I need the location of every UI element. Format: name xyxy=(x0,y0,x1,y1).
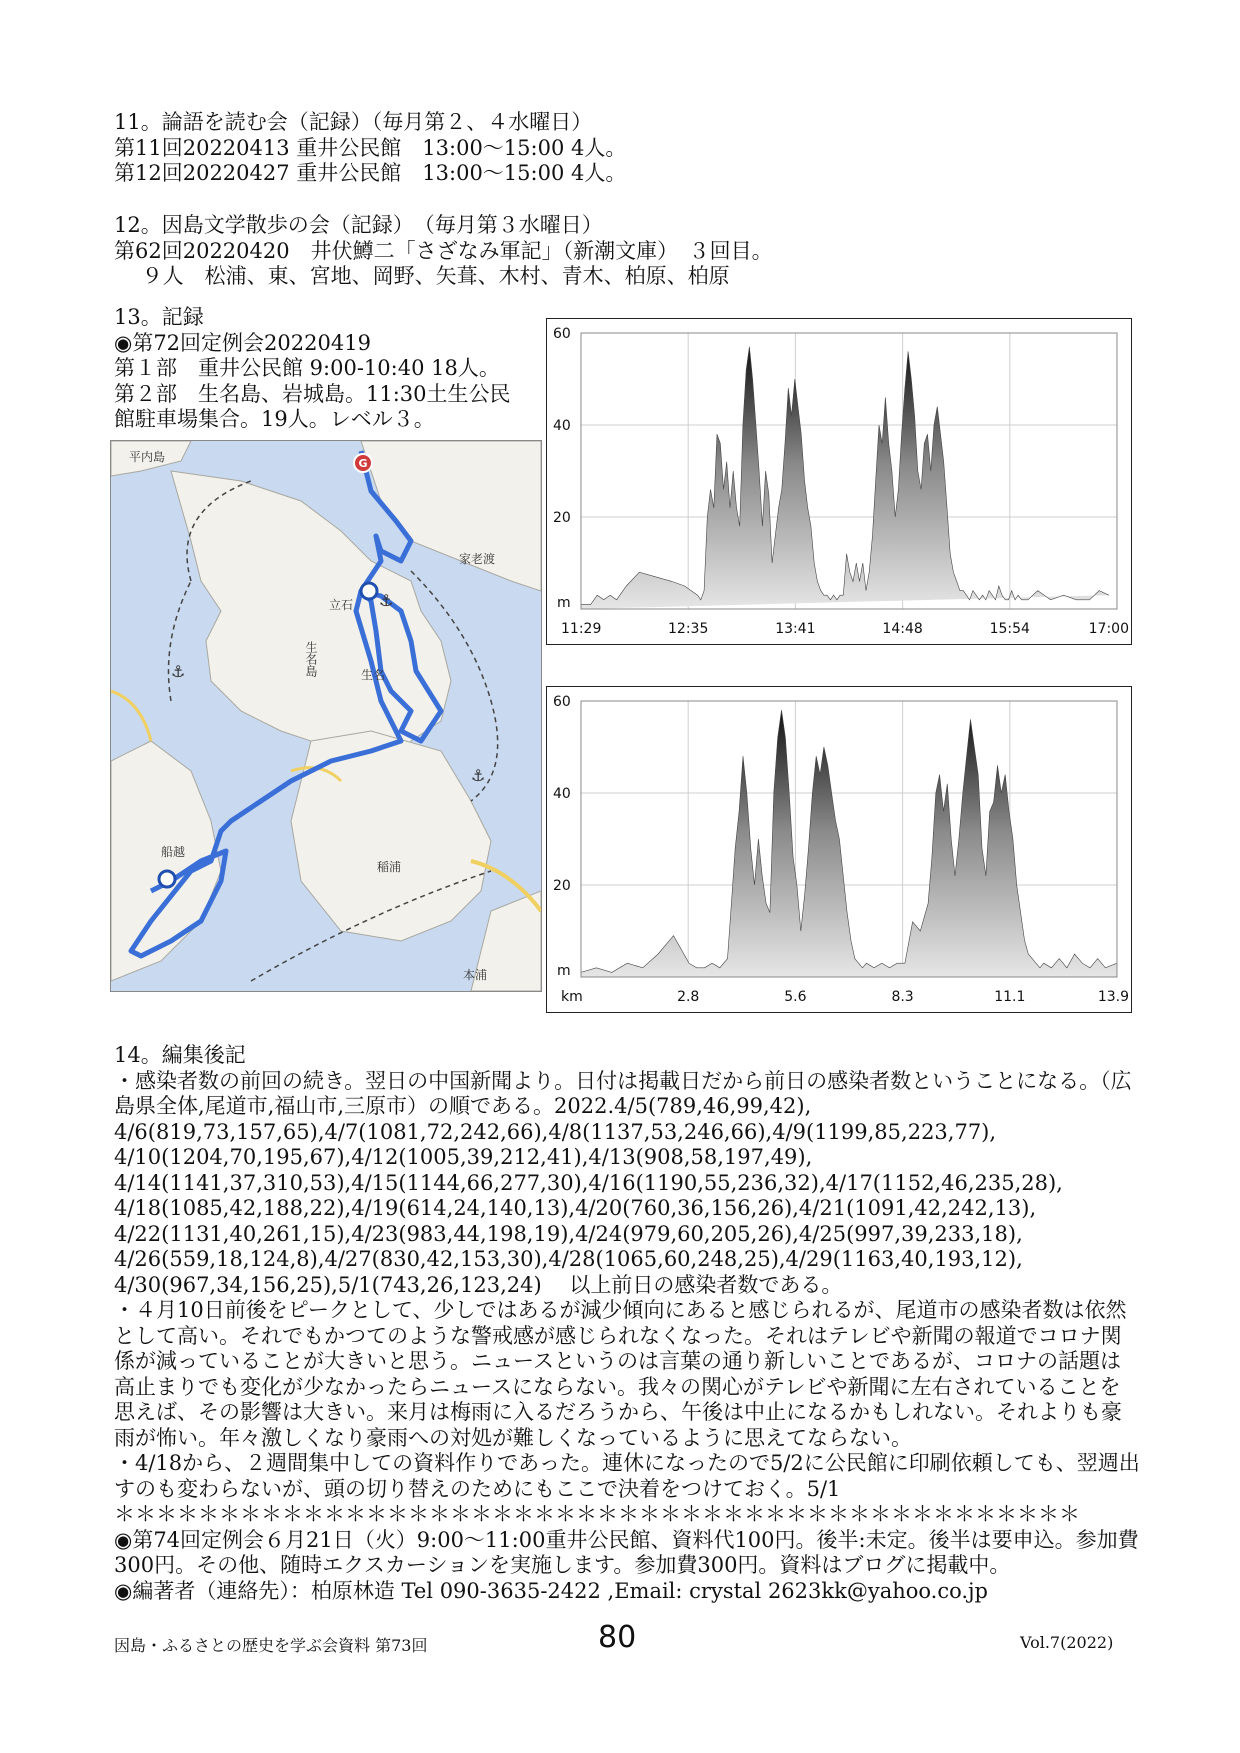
page-number: 80 xyxy=(598,1620,637,1655)
section-14-line: として高い。それでもかつてのような警戒感が感じられなくなった。それはテレビや新聞の報道でコロナ関 xyxy=(114,1323,1122,1348)
section-14-line: 4/6(819,73,157,65),4/7(1081,72,242,66),4/8(1137,53,246,66),4/9(1199,85,223,77), xyxy=(114,1119,997,1144)
section-14-line: 高止まりでも変化が少なかったらニュースにならない。我々の関心がテレビや新聞に左右されていることを xyxy=(114,1374,1121,1399)
y-tick-label: 40 xyxy=(553,786,571,802)
map-label-ikina: 生名 xyxy=(361,668,386,682)
map-label-hiranai: 平内島 xyxy=(129,450,166,464)
section-14-line: ・４月10日前後をピークとして、少しではあるが減少傾向にあると感じられるが、尾道市の感染者数は依然 xyxy=(114,1298,1127,1322)
x-tick-label: 11:29 xyxy=(561,621,602,637)
section-14-line: ◉第74回定例会６月21日（火）9:00〜11:00重井公民館、資料代100円。後半:未定。後半は要申込。参加費 xyxy=(114,1527,1139,1552)
elevation-distance-chart-svg xyxy=(547,687,1131,1012)
y-tick-label: 40 xyxy=(553,418,571,434)
x-tick-label: km xyxy=(561,989,583,1005)
goal-marker-label: G xyxy=(358,457,368,470)
section-14-line: ・感染者数の前回の続き。翌日の中国新聞より。日付は掲載日だから前日の感染者数ということになる。（広 xyxy=(114,1068,1132,1093)
section-13-line: ◉第72回定例会20220419 xyxy=(114,330,371,355)
section-14-line: 雨が怖い。年々激しくなり豪雨への対処が難しくなっているように思えてならない。 xyxy=(114,1425,912,1450)
section-14-line: 4/26(559,18,124,8),4/27(830,42,153,30),4/28(1065,60,248,25),4/29(1163,40,193,12), xyxy=(114,1247,1023,1271)
elevation-time-chart xyxy=(546,318,1132,645)
section-14-line: すのも変わらないが、頭の切り替えのためにもここで決着をつけておく。5/1 xyxy=(114,1476,841,1501)
section-13-line: 館駐車場集合。19人。レベル３。 xyxy=(114,407,435,431)
section-14-line: 4/22(1131,40,261,15),4/23(983,44,198,19),4/24(979,60,205,26),4/25(997,39,233,18), xyxy=(114,1221,1023,1246)
section-14-line: 4/30(967,34,156,25),5/1(743,26,123,24) 以上前日の感染者数である。 xyxy=(114,1272,843,1297)
section-14-line: 係が減っていることが大きいと思う。ニュースというのは言葉の通り新しいことであるが、コロナの話題は xyxy=(114,1349,1121,1373)
anchor-icon: ⚓ xyxy=(171,662,186,681)
x-tick-label: 5.6 xyxy=(784,989,807,1005)
section-11-title: 11。論語を読む会（記録）（毎月第２、４水曜日） xyxy=(114,110,593,134)
section-14-line: 4/14(1141,37,310,53),4/15(1144,66,277,30),4/16(1190,55,236,32),4/17(1152,46,235,28), xyxy=(114,1170,1063,1195)
elevation-area xyxy=(581,347,1109,609)
x-tick-label: 12:35 xyxy=(668,621,709,637)
route-map-svg xyxy=(111,441,541,991)
map-label-tateishi: 立石 xyxy=(329,598,354,612)
section-11 xyxy=(114,110,626,187)
section-12-line: ９人 松浦、東、宮地、岡野、矢葺、木村、青木、柏原、柏原 xyxy=(114,264,730,288)
section-11-line: 第12回20220427 重井公民館 13:00〜15:00 4人。 xyxy=(114,161,627,185)
map-label-ikina-island: 生名島 xyxy=(304,641,318,677)
section-14-line: 島県全体,尾道市,福山市,三原市）の順である。2022.4/5(789,46,99,42), xyxy=(114,1094,812,1118)
elevation-area xyxy=(581,710,1117,977)
x-tick-label: 8.3 xyxy=(891,989,914,1005)
route-map xyxy=(110,440,542,992)
section-14 xyxy=(114,1043,1140,1604)
section-13-line: 第１部 重井公民館 9:00-10:40 18人。 xyxy=(114,356,500,380)
section-14-line: 300円。その他、随時エクスカーションを実施します。参加費300円。資料はブログに掲載中。 xyxy=(114,1553,1011,1577)
footer-left: 因島・ふるさとの歴史を学ぶ会資料 第73回 xyxy=(114,1636,428,1655)
elevation-distance-chart xyxy=(546,686,1132,1013)
y-tick-label: 60 xyxy=(553,694,571,710)
x-tick-label: 17:00 xyxy=(1088,621,1129,637)
y-tick-label: 20 xyxy=(553,878,571,894)
section-13-line: 第２部 生名島、岩城島。11:30土生公民 xyxy=(114,381,511,406)
y-unit-label: m xyxy=(557,595,571,611)
y-tick-label: 60 xyxy=(553,326,571,342)
x-tick-label: 15:54 xyxy=(989,621,1030,637)
section-12-line: 第62回20220420 井伏鱒二「さざなみ軍記」（新潮文庫） ３回目。 xyxy=(114,238,773,263)
section-14-line: 4/18(1085,42,188,22),4/19(614,24,140,13),4/20(760,36,156,26),4/21(1091,42,242,13), xyxy=(114,1196,1037,1220)
section-14-line: ・4/18から、２週間集中しての資料作りであった。連休になったので5/2に公民館に印刷依頼しても、翌週出 xyxy=(114,1451,1140,1475)
anchor-icon: ⚓ xyxy=(379,591,394,610)
section-14-line: 4/10(1204,70,195,67),4/12(1005,39,212,41),4/13(908,58,197,49), xyxy=(114,1145,813,1169)
x-tick-label: 11.1 xyxy=(994,989,1026,1005)
map-label-inoura: 稲浦 xyxy=(377,860,402,874)
x-tick-label: 13:41 xyxy=(775,621,816,637)
map-label-funakoshi: 船越 xyxy=(161,845,186,859)
section-14-line: ＊＊＊＊＊＊＊＊＊＊＊＊＊＊＊＊＊＊＊＊＊＊＊＊＊＊＊＊＊＊＊＊＊＊＊＊＊＊＊＊＊＊＊＊＊＊ xyxy=(114,1502,1080,1526)
waypoint-marker-icon xyxy=(159,871,175,887)
map-label-kerouto: 家老渡 xyxy=(459,552,496,566)
section-13-title: 13。記録 xyxy=(114,305,204,329)
y-unit-label: m xyxy=(557,963,571,979)
section-13 xyxy=(114,305,511,433)
y-tick-label: 20 xyxy=(553,510,571,526)
section-11-line: 第11回20220413 重井公民館 13:00〜15:00 4人。 xyxy=(114,135,627,160)
section-12-title: 12。因島文学散歩の会（記録） （毎月第３水曜日） xyxy=(114,213,603,237)
section-14-title: 14。編集後記 xyxy=(114,1043,246,1067)
waypoint-marker-icon xyxy=(361,583,377,599)
section-14-line: ◉編著者（連絡先）：柏原林造 Tel 090-3635-2422 ,Email: crystal 2623kk@yahoo.co.jp xyxy=(114,1578,989,1603)
footer-right: Vol.7(2022) xyxy=(1020,1633,1114,1652)
section-14-line: 思えば、その影響は大きい。来月は梅雨に入るだろうから、午後は中止になるかもしれない。それよりも豪 xyxy=(114,1400,1122,1424)
elevation-time-chart-svg xyxy=(547,319,1131,644)
x-tick-label: 14:48 xyxy=(882,621,923,637)
map-label-motoura: 本浦 xyxy=(463,968,488,982)
x-tick-label: 13.9 xyxy=(1097,989,1129,1005)
anchor-icon: ⚓ xyxy=(471,766,486,785)
section-12 xyxy=(114,213,773,290)
x-tick-label: 2.8 xyxy=(677,989,700,1005)
